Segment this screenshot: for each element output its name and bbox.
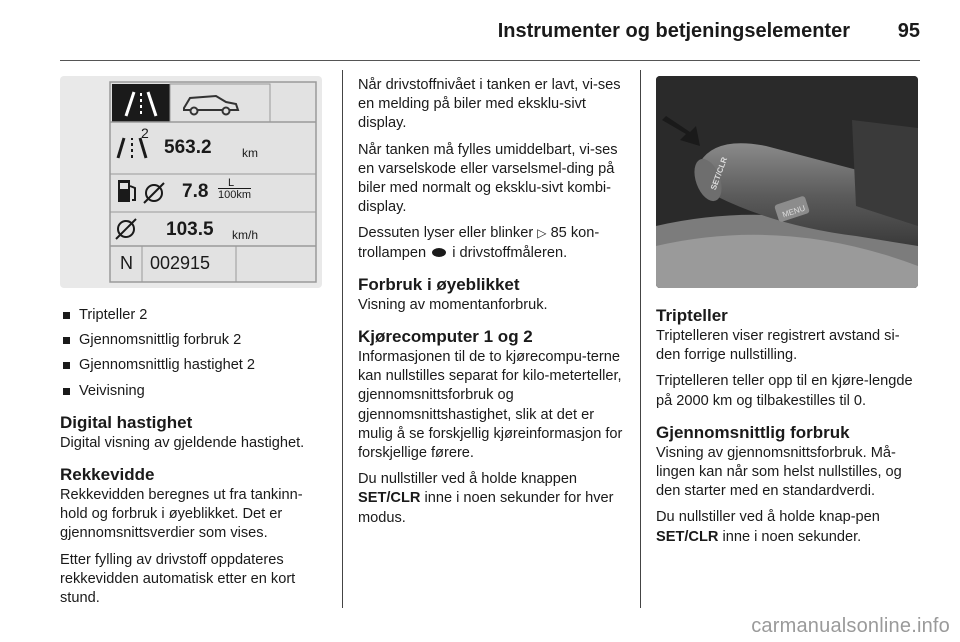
consumption-unit-bottom: 100km <box>218 189 252 201</box>
text-run: Dessuten lyser eller blinker <box>358 225 538 242</box>
watermark: carmanualsonline.info <box>751 615 950 637</box>
text-run: inne i noen sekunder for hver modus. <box>358 490 614 526</box>
section-heading: Tripteller <box>656 306 728 325</box>
list-item: Veivisning <box>60 382 330 401</box>
trip-number: 2 <box>141 125 149 141</box>
lever-illustration <box>656 76 918 288</box>
display-illustration <box>60 76 322 288</box>
text-run: Du nullstiller ved å holde knap-pen <box>656 509 880 526</box>
paragraph: Informasjonen til de to kjørecompu-terne kan nullstilles separat for kilo-meterteller, gjennomsnittsforbruk og gjennomsnittshastighet, slik at det er mulig å se forskjellig kjøreinformasjon for forskjellige førere. <box>358 349 623 462</box>
bullet-list <box>60 306 330 401</box>
section-heading: Rekkevidde <box>60 465 155 485</box>
right-column <box>656 76 922 554</box>
paragraph: Visning av momentanforbruk. <box>358 296 548 313</box>
paragraph: Digital visning av gjeldende hastighet. <box>60 434 305 451</box>
section-heading: Digital hastighet <box>60 412 193 432</box>
button-name: SET/CLR <box>656 528 719 545</box>
gear-indicator: N <box>120 253 133 273</box>
paragraph: Triptelleren viser registrert avstand si-den forrige nullstilling. <box>656 328 900 364</box>
middle-column <box>358 76 628 535</box>
page-header <box>60 14 920 50</box>
list-item: Gjennomsnittlig forbruk 2 <box>60 331 330 350</box>
section-heading: Kjørecomputer 1 og 2 <box>358 327 533 347</box>
fuel-warning-icon <box>432 248 446 257</box>
section-heading: Forbruk i øyeblikket <box>358 274 520 294</box>
list-item: Tripteller 2 <box>60 306 330 325</box>
header-rule <box>60 60 920 61</box>
section-heading: Gjennomsnittlig forbruk <box>656 422 850 442</box>
distance-unit: km <box>242 146 258 160</box>
list-item: Gjennomsnittlig hastighet 2 <box>60 356 330 375</box>
paragraph <box>656 508 922 546</box>
paragraph: Etter fylling av drivstoff oppdateres rekkevidden automatisk etter en kort stund. <box>60 551 296 607</box>
avg-speed-unit: km/h <box>232 228 259 242</box>
paragraph <box>358 470 628 528</box>
column-divider <box>640 70 641 608</box>
lever-photo <box>656 76 918 288</box>
avg-speed-value: 103.5 <box>166 219 214 240</box>
odometer-value: 002915 <box>150 253 211 273</box>
page-ref-icon: ▷ <box>537 226 547 241</box>
text-run: inne i noen sekunder. <box>718 528 862 545</box>
page-number: 95 <box>897 20 920 42</box>
page-reference: 85 <box>550 225 567 242</box>
button-name: SET/CLR <box>358 490 421 507</box>
text-run: i drivstoffmåleren. <box>448 244 568 261</box>
consumption-value: 7.8 <box>182 181 209 202</box>
paragraph: Visning av gjennomsnittsforbruk. Må-lingen kan når som helst nullstilles, og den starter med en standardverdi. <box>656 444 902 500</box>
distance-value: 563.2 <box>164 137 212 158</box>
left-column <box>60 76 330 615</box>
paragraph: Når drivstoffnivået i tanken er lavt, vi-ses en melding på biler med eksklu-sivt display. <box>358 77 621 132</box>
paragraph <box>358 224 628 262</box>
column-divider <box>342 70 343 608</box>
set-clr-label: SET/CLR <box>708 155 730 192</box>
paragraph: Når tanken må fylles umiddelbart, vi-ses en varselskode eller varselsmel-ding på biler med normalt og eksklu-sivt kombi-display. <box>358 141 618 216</box>
text-run: kon-trollampen <box>358 225 600 261</box>
paragraph: Triptelleren teller opp til en kjøre-lengde på 2000 km og tilbakestilles til 0. <box>656 373 913 409</box>
paragraph: Rekkevidden beregnes ut fra tankinn-hold og forbruk i øyeblikket. Det er gjennomsnittsverdier som vises. <box>60 487 303 542</box>
page-title: Instrumenter og betjeningselementer <box>497 20 850 42</box>
text-run: Du nullstiller ved å holde knappen <box>358 471 578 488</box>
menu-label: MENU <box>781 203 807 220</box>
consumption-unit-top: L <box>228 177 235 189</box>
